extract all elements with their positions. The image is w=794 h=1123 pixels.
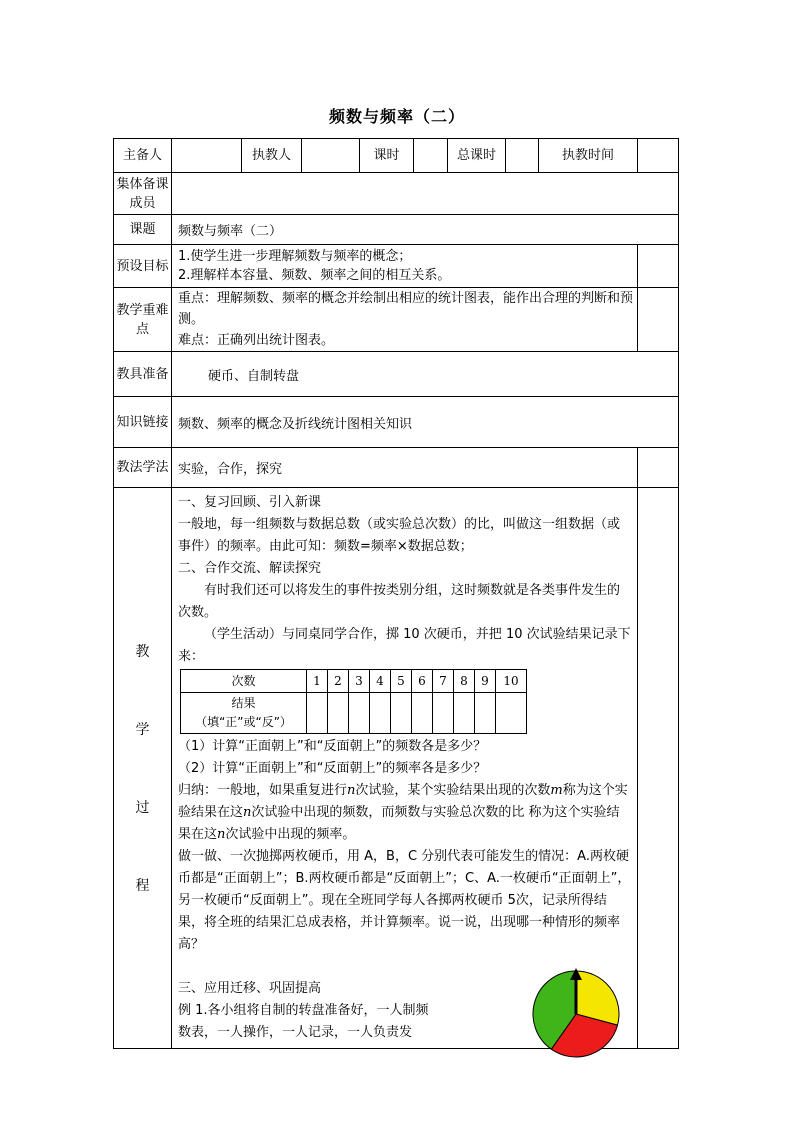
trial-number: 10 [496,670,527,693]
trial-number: 5 [391,670,412,693]
tools-label: 教具准备 [114,352,172,397]
goal-1: 1.使学生进一步理解频数与频率的概念； [178,249,412,264]
trial-result-cell[interactable] [433,693,454,734]
lesson-value [414,139,448,173]
try-it-paragraph: 做一做、一次抛掷两枚硬币，用 A，B，C 分别代表可能发生的情况：A.两枚硬币都是“正面朝上”；B.两枚硬币都是“反面朝上”；C、A.一枚硬币“正面朝上”，另一枚硬币“反面朝上”。现在全班同学每人各掷两枚硬币 5次，记录所得结果，将全班的结果汇总成表格，并计算频率。说一说，出现哪一种情形的频率高？ [178,849,631,952]
variable-m: m [550,783,563,798]
lesson-label: 课时 [360,139,414,173]
result-label-line-2: （填“正”或“反”） [195,715,292,729]
trial-number: 3 [349,670,370,693]
section-2-title: 二、合作交流、解读探究 [178,561,322,576]
section-3-title: 三、应用迁移、巩固提高 [178,981,322,996]
tools-value: 硬币、自制转盘 [172,352,679,397]
methods-note [638,448,679,488]
goal-2: 2.理解样本容量、频数、频率之间的相互关系。 [178,268,451,283]
process-char-3: 过 [135,800,150,816]
page-title: 频数与频率（二） [328,107,465,126]
trial-result-cell[interactable] [328,693,349,734]
trial-result-cell[interactable] [370,693,391,734]
trial-count-label: 次数 [181,670,307,693]
trial-result-cell[interactable] [391,693,412,734]
example-line-2: 数表，一人操作，一人记录，一人负责发 [178,1025,413,1040]
trial-number: 8 [454,670,475,693]
student-activity: （学生活动）与同桌同学合作，掷 10 次硬币，并把 10 次试验结果记录下来： [178,627,631,664]
trial-result-cell[interactable] [307,693,328,734]
total-lessons-label: 总课时 [448,139,506,173]
teaching-time-label: 执教时间 [539,139,638,173]
summary-part: 称为这个实验结果在这 [178,783,628,820]
example-line-1: 例 1.各小组将自制的转盘准备好，一人制频 [178,1003,429,1018]
trial-result-cell[interactable] [454,693,475,734]
process-char-2: 学 [135,722,150,738]
group-row [114,173,679,215]
trial-number: 1 [307,670,328,693]
variable-n: n [347,783,356,798]
question-2: （2）计算“正面朝上”和“反面朝上”的频率各是多少？ [178,761,487,776]
variable-n: n [217,827,226,842]
question-1: （1）计算“正面朝上”和“反面朝上”的频数各是多少？ [178,739,487,754]
section-2-text: 有时我们还可以将发生的事件按类别分组，这时频数就是各类事件发生的次数。 [178,583,621,620]
knowledge-label: 知识链接 [114,397,172,448]
methods-value: 实验，合作，探究 [172,448,638,488]
trial-number: 7 [433,670,454,693]
header-row [114,139,679,173]
trial-record-table [180,669,527,734]
trial-number: 9 [475,670,496,693]
variable-n: n [243,805,252,820]
summary-part: 归纳：一般地，如果重复进行 [178,783,348,798]
goals-label: 预设目标 [114,245,172,288]
teacher-value [302,139,360,173]
group-label: 集体备课成员 [114,173,172,215]
trial-number: 6 [412,670,433,693]
group-value [172,173,679,215]
knowledge-value: 频数、频率的概念及折线统计图相关知识 [172,397,679,448]
methods-row [114,448,679,488]
trial-number: 4 [370,670,391,693]
process-label [114,488,172,1049]
preparer-label: 主备人 [114,139,172,173]
lesson-plan-table [113,138,679,1049]
process-row [114,488,679,1049]
trial-number: 2 [328,670,349,693]
goals-row [114,245,679,288]
summary [178,780,631,846]
topic-row [114,215,679,245]
trial-result-cell[interactable] [349,693,370,734]
process-note [638,488,679,1049]
keypoints-row [114,288,679,352]
example-block [178,978,631,1044]
trial-result-cell[interactable] [496,693,527,734]
preparer-value [172,139,242,173]
summary-part: 次试验，某个实验结果出现的次数 [355,783,551,798]
result-label-line-1: 结果 [231,696,256,710]
summary-part: 次试验中出现的频数，而频数与实验总次数的比 称为这个实验结果在这 [178,805,620,842]
teaching-time-value [638,139,679,173]
lesson-content [172,488,638,1049]
topic-value: 频数与频率（二） [172,215,679,245]
goals-cell [172,245,638,288]
trial-result-cell[interactable] [475,693,496,734]
trial-result-cell[interactable] [412,693,433,734]
process-char-1: 教 [135,644,150,660]
process-char-4: 程 [135,878,150,894]
section-1-title: 一、复习回顾、引入新课 [178,495,322,510]
teacher-label: 执教人 [242,139,302,173]
keypoints-note [638,288,679,352]
knowledge-row [114,397,679,448]
trial-result-label [181,693,307,734]
spinner-illustration [521,966,631,1058]
keypoint-difficulty: 难点：正确列出统计图表。 [178,333,335,348]
goals-note [638,245,679,288]
keypoints-cell [172,288,638,352]
methods-label: 教法学法 [114,448,172,488]
keypoints-label: 教学重难点 [114,288,172,352]
topic-label: 课题 [114,215,172,245]
section-1-text: 一般地，每一组频数与数据总数（或实验总次数）的比，叫做这一组数据（或事件）的频率。由此可知：频数=频率×数据总数； [178,517,621,554]
tools-row [114,352,679,397]
keypoint-focus: 重点：理解频数、频率的概念并绘制出相应的统计图表，能作出合理的判断和预测。 [178,291,634,327]
summary-part: 次试验中出现的频率。 [225,827,356,842]
total-lessons-value [506,139,539,173]
